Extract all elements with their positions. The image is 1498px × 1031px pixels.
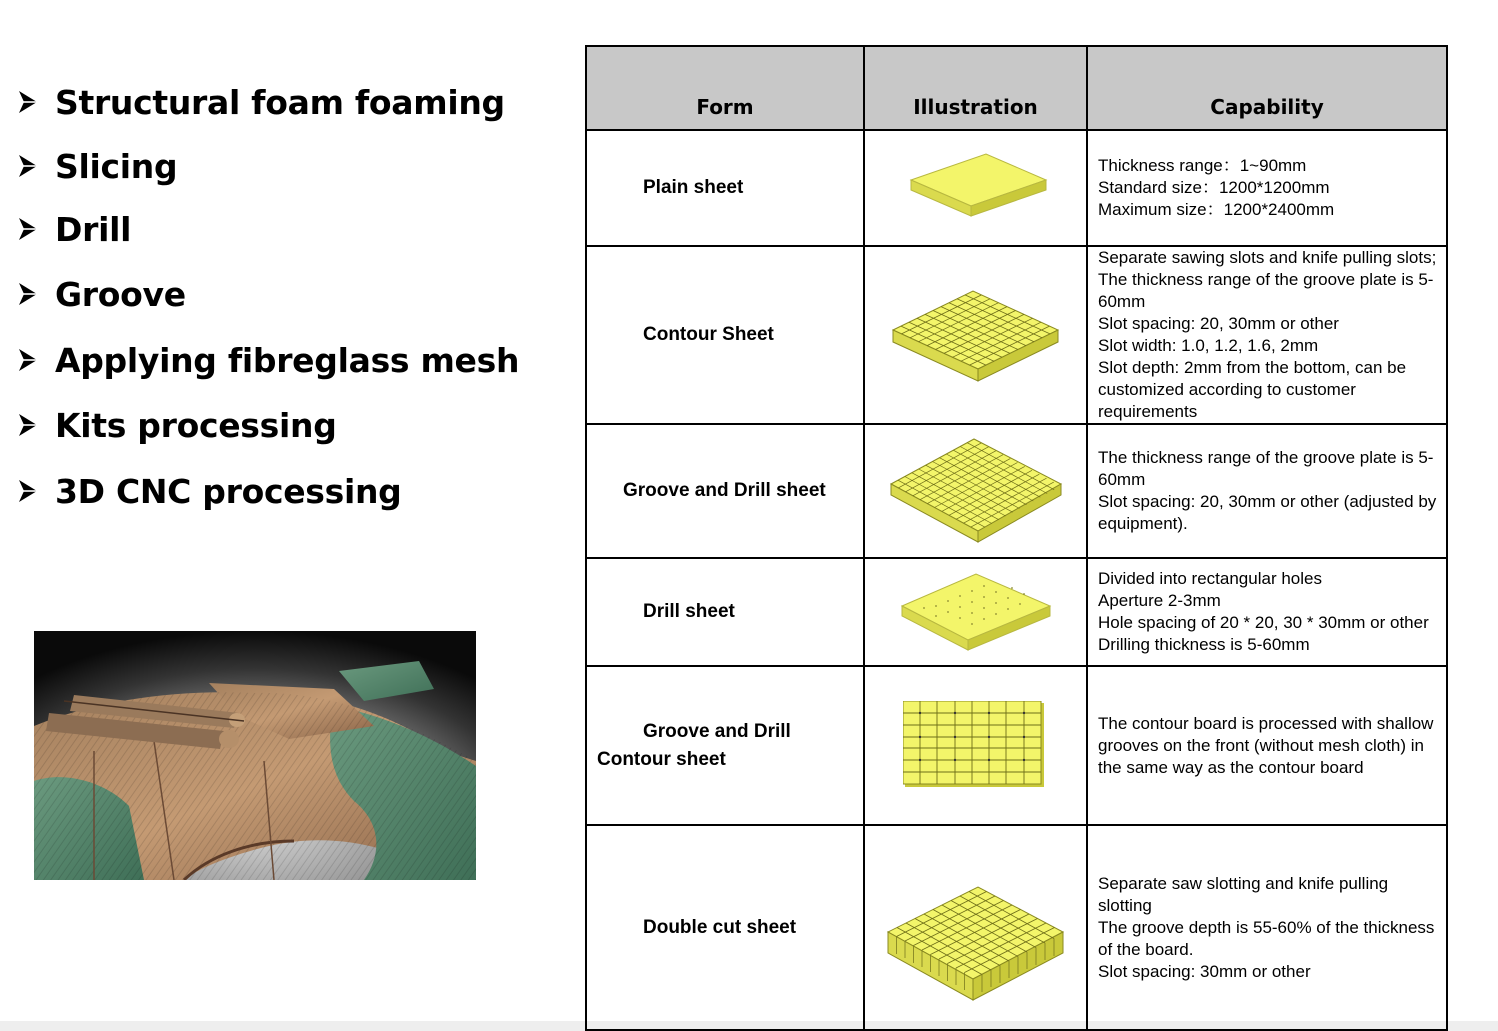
header-capability: Capability: [1087, 46, 1447, 130]
illustration-cell: [864, 246, 1087, 424]
illustration-cell: [864, 558, 1087, 666]
drill-sheet-icon: [896, 570, 1056, 655]
table-row: [586, 246, 1447, 424]
contour-sheet-icon: [888, 285, 1063, 385]
capability-cell: The thickness range of the groove plate is 5-60mm Slot spacing: 20, 30mm or other (adjusted by equipment).: [1087, 424, 1447, 558]
plain-sheet-icon: [901, 148, 1051, 228]
capability-cell: Thickness range：1~90mm Standard size：1200*1200mm Maximum size：1200*2400mm: [1087, 130, 1447, 246]
form-label: Drill sheet: [643, 601, 735, 622]
list-item: [18, 405, 337, 445]
list-item: [18, 146, 177, 186]
arrow-bullet-icon: [18, 90, 38, 114]
header-form: Form: [586, 46, 864, 130]
table-row: [586, 424, 1447, 558]
list-item-label: Kits processing: [55, 405, 337, 445]
list-item-label: 3D CNC processing: [55, 471, 402, 511]
form-label: Groove and Drill sheet: [623, 480, 826, 501]
form-label: Plain sheet: [643, 177, 744, 198]
capability-cell: Separate sawing slots and knife pulling slots; The thickness range of the groove plate is 5-60mm Slot spacing: 20, 30mm or other Slot width: 1.0, 1.2, 1.6, 2mm Slot depth: 2mm from the bottom, can be customized according to customer requirements: [1087, 246, 1447, 424]
list-item-label: Structural foam foaming: [55, 82, 505, 122]
list-item: [18, 82, 505, 122]
form-cell: [586, 130, 864, 246]
arrow-bullet-icon: [18, 348, 38, 372]
form-cell: [586, 666, 864, 825]
list-item-label: Groove: [55, 274, 186, 314]
capability-cell: Divided into rectangular holes Aperture 2-3mm Hole spacing of 20 * 20, 30 * 30mm or other Drilling thickness is 5-60mm: [1087, 558, 1447, 666]
arrow-bullet-icon: [18, 217, 38, 241]
list-item-label: Drill: [55, 209, 132, 249]
illustration-cell: [864, 825, 1087, 1030]
header-illustration: Illustration: [864, 46, 1087, 130]
list-item: [18, 274, 186, 314]
table-header-row: [586, 46, 1447, 130]
double-cut-sheet-icon: [883, 882, 1068, 1007]
list-item: [18, 471, 402, 511]
form-label: Contour sheet: [597, 748, 726, 770]
form-label: Contour Sheet: [643, 324, 774, 345]
table-row: [586, 825, 1447, 1030]
capability-cell: The contour board is processed with shallow grooves on the front (without mesh cloth) in the same way as the contour board: [1087, 666, 1447, 825]
arrow-bullet-icon: [18, 282, 38, 306]
illustration-cell: [864, 130, 1087, 246]
table-row: [586, 558, 1447, 666]
form-cell: [586, 424, 864, 558]
list-item-label: Applying fibreglass mesh: [55, 340, 520, 380]
illustration-cell: [864, 424, 1087, 558]
list-item-label: Slicing: [55, 146, 178, 186]
list-item: [18, 209, 131, 249]
illustration-cell: [864, 666, 1087, 825]
list-item: [18, 340, 519, 380]
capability-cell: Separate saw slotting and knife pulling slotting The groove depth is 55-60% of the thickness of the board. Slot spacing: 30mm or other: [1087, 825, 1447, 1030]
capability-table: [585, 45, 1448, 1031]
groove-drill-sheet-icon: [886, 434, 1066, 549]
groove-drill-contour-sheet-icon: [903, 701, 1048, 791]
table-row: [586, 666, 1447, 825]
form-cell: [586, 246, 864, 424]
form-cell: [586, 558, 864, 666]
form-label: Groove and Drill: [643, 720, 791, 742]
arrow-bullet-icon: [18, 479, 38, 503]
table-row: [586, 130, 1447, 246]
kits-photo: [34, 631, 476, 880]
arrow-bullet-icon: [18, 154, 38, 178]
arrow-bullet-icon: [18, 413, 38, 437]
form-cell: [586, 825, 864, 1030]
form-label: Double cut sheet: [643, 916, 797, 938]
